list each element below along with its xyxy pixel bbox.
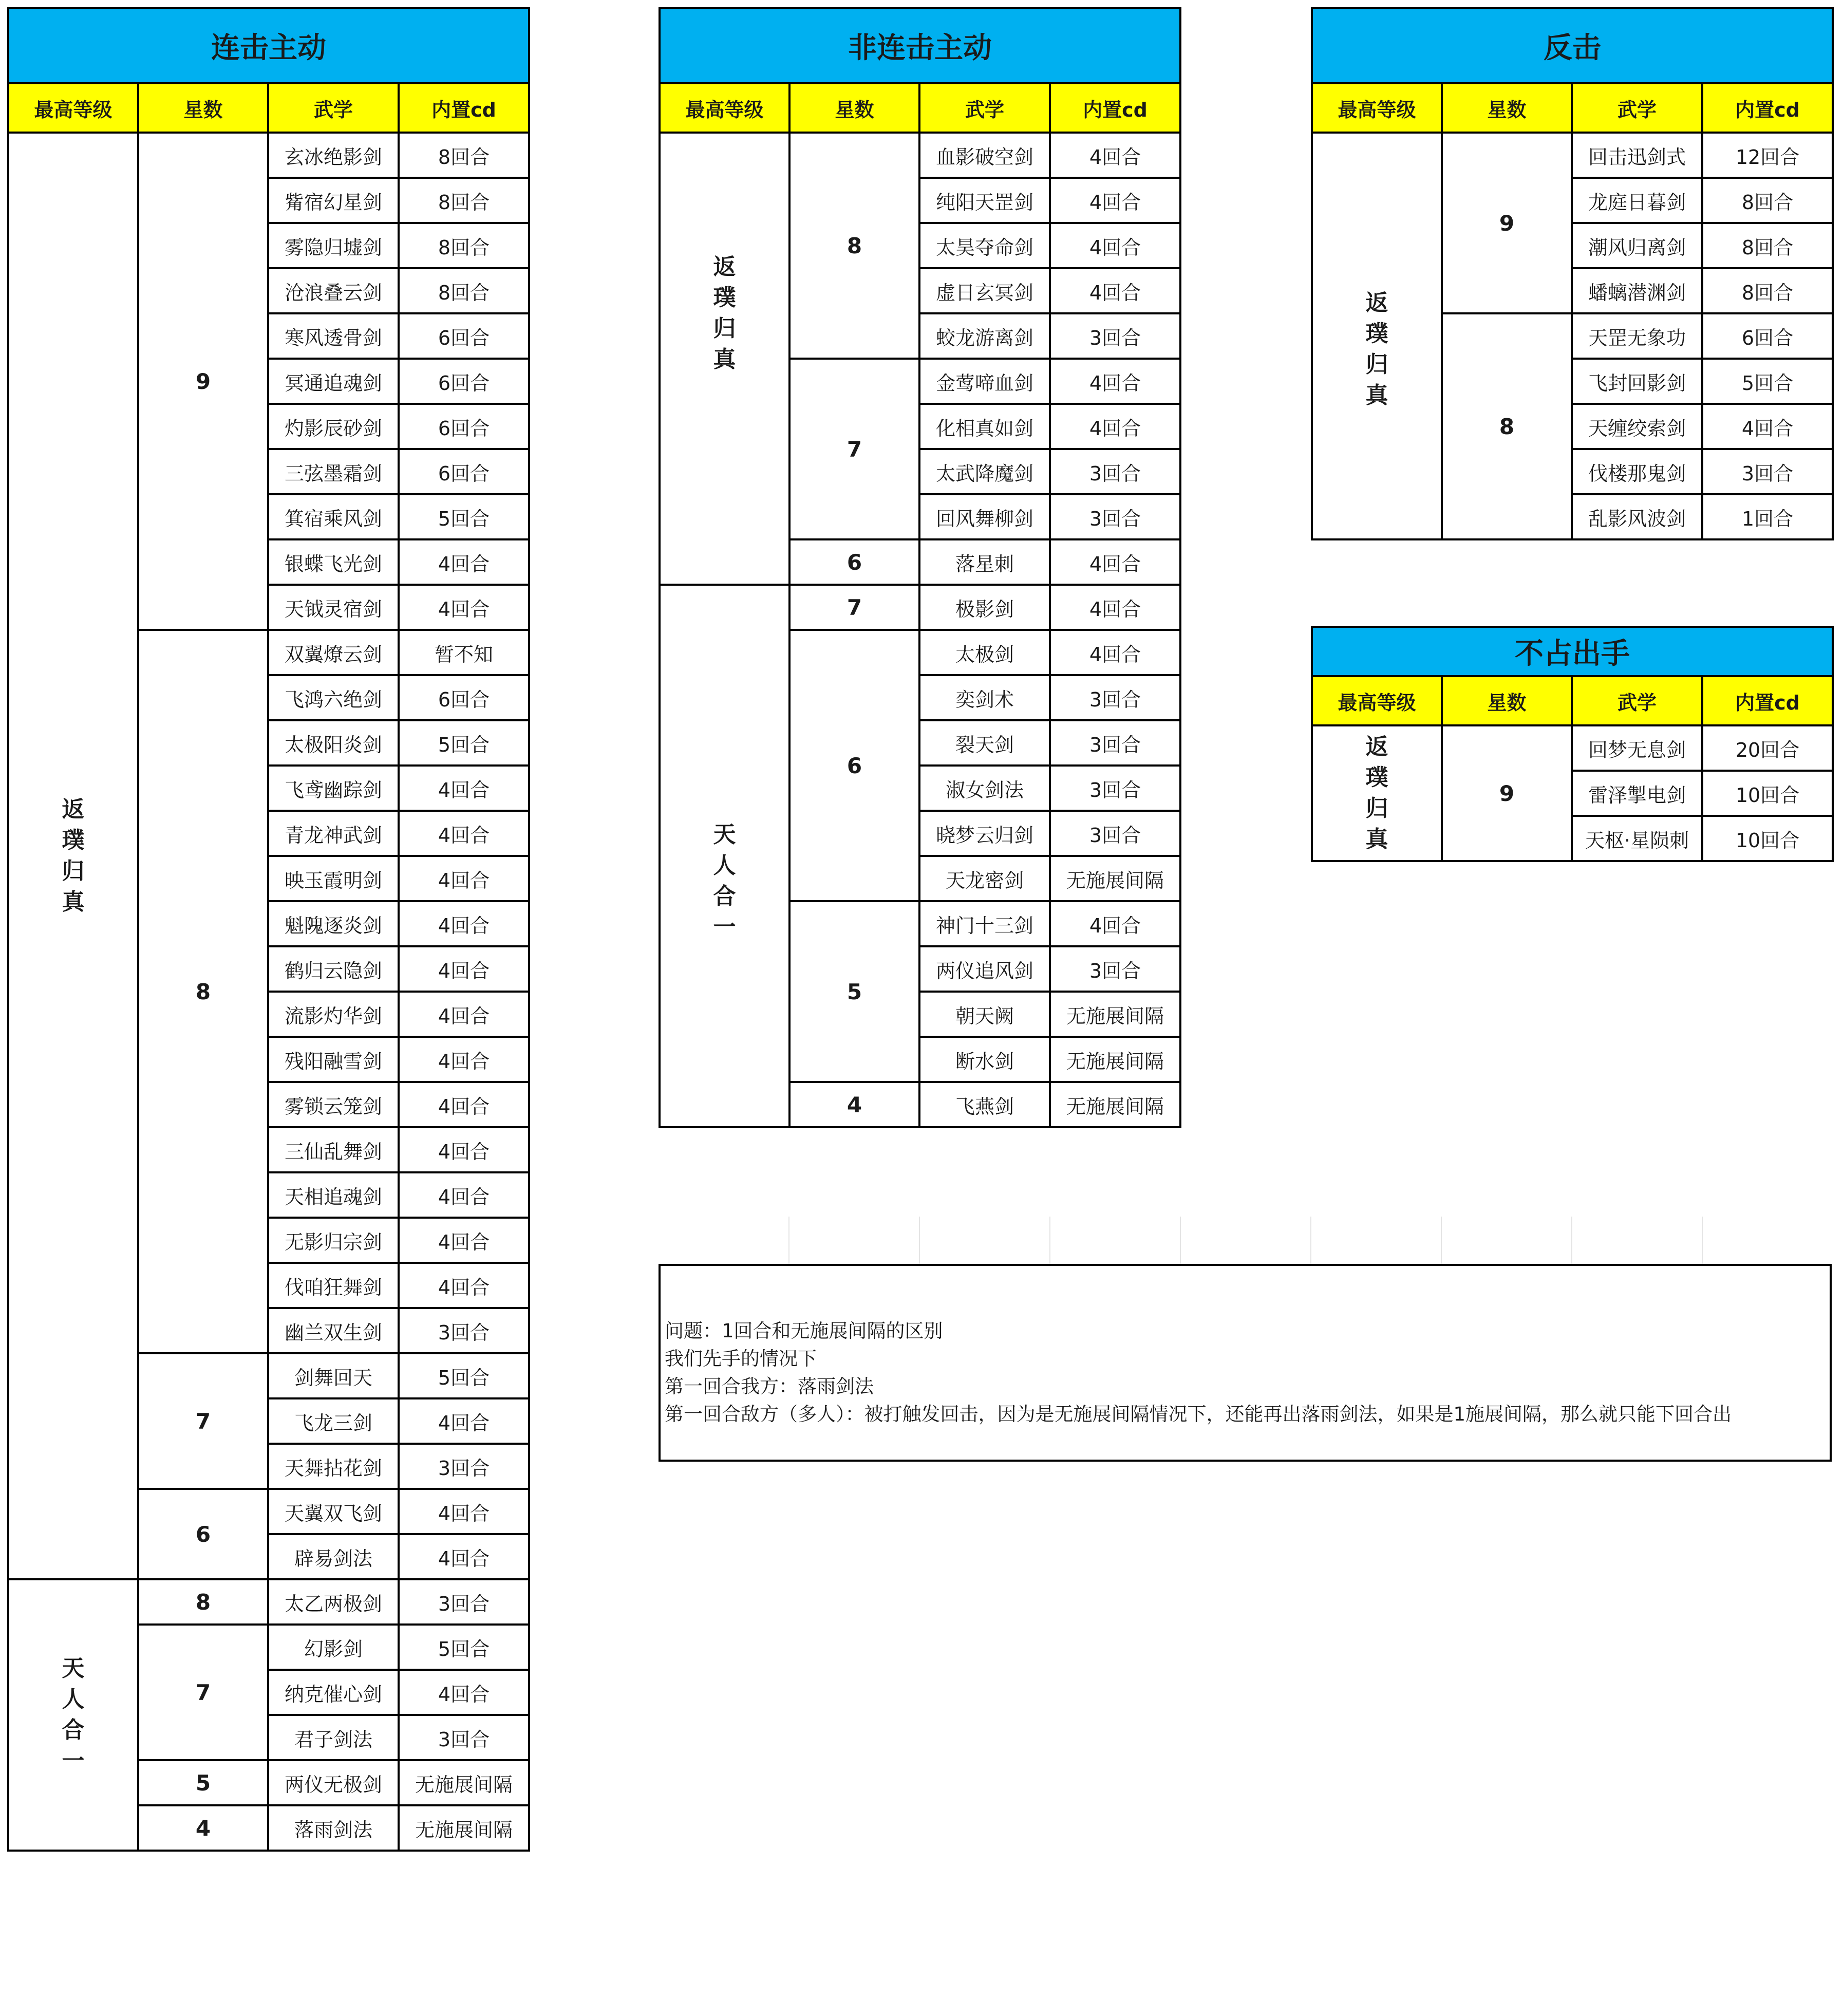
skill-cell: 雾锁云笼剑 <box>268 1082 399 1127</box>
star-cell: 4 <box>138 1805 268 1851</box>
skill-cell: 幻影剑 <box>268 1625 399 1670</box>
cd-cell: 3回合 <box>1050 675 1180 720</box>
skill-cell: 纳克催心剑 <box>268 1670 399 1715</box>
header-cd: 内置cd <box>399 83 529 133</box>
skill-cell: 回击迅剑式 <box>1572 133 1702 178</box>
cd-cell: 3回合 <box>1050 811 1180 856</box>
skill-cell: 落星刺 <box>919 539 1050 585</box>
star-cell: 7 <box>789 359 919 539</box>
cd-cell: 3回合 <box>1050 494 1180 539</box>
cd-cell: 5回合 <box>399 1625 529 1670</box>
cd-cell: 4回合 <box>399 766 529 811</box>
cd-cell: 5回合 <box>399 1353 529 1398</box>
grid-line <box>919 1217 920 1264</box>
skill-cell: 雷泽掣电剑 <box>1572 771 1702 816</box>
level-cell <box>660 585 789 1127</box>
level-label: 返璞归真 <box>62 796 85 915</box>
star-cell: 7 <box>138 1353 268 1489</box>
skill-cell: 龙庭日暮剑 <box>1572 178 1702 223</box>
skill-cell: 断水剑 <box>919 1037 1050 1082</box>
skill-cell: 蟠螭潜渊剑 <box>1572 268 1702 313</box>
header-stars: 星数 <box>1442 83 1572 133</box>
skill-cell: 血影破空剑 <box>919 133 1050 178</box>
skill-cell: 潮风归离剑 <box>1572 223 1702 268</box>
cd-cell: 4回合 <box>399 1263 529 1308</box>
cd-cell: 4回合 <box>1050 404 1180 449</box>
skill-cell: 青龙神武剑 <box>268 811 399 856</box>
cd-cell: 3回合 <box>1050 449 1180 494</box>
skill-cell: 君子剑法 <box>268 1715 399 1760</box>
cd-cell: 4回合 <box>399 946 529 992</box>
cd-cell: 暂不知 <box>399 630 529 675</box>
skill-cell: 魁隗逐炎剑 <box>268 901 399 946</box>
cd-cell: 5回合 <box>1702 359 1833 404</box>
skill-cell: 奕剑术 <box>919 675 1050 720</box>
cd-cell: 20回合 <box>1702 725 1833 771</box>
cd-cell: 4回合 <box>399 1082 529 1127</box>
skill-cell: 天罡无象功 <box>1572 313 1702 359</box>
level-label: 天人合一 <box>62 1655 85 1774</box>
header-skill: 武学 <box>919 83 1050 133</box>
cd-cell: 4回合 <box>1050 539 1180 585</box>
table-title: 反击 <box>1312 8 1833 83</box>
skill-cell: 乱影风波剑 <box>1572 494 1702 539</box>
skill-cell: 觜宿幻星剑 <box>268 178 399 223</box>
cd-cell: 10回合 <box>1702 816 1833 861</box>
cd-cell: 6回合 <box>399 404 529 449</box>
skill-cell: 太极剑 <box>919 630 1050 675</box>
cd-cell: 8回合 <box>1702 268 1833 313</box>
cd-cell: 5回合 <box>399 720 529 766</box>
skill-cell: 飞鸿六绝剑 <box>268 675 399 720</box>
cd-cell: 4回合 <box>399 1670 529 1715</box>
cd-cell: 1回合 <box>1702 494 1833 539</box>
star-cell: 9 <box>138 133 268 630</box>
skill-cell: 太昊夺命剑 <box>919 223 1050 268</box>
skill-cell: 天枢·星陨刺 <box>1572 816 1702 861</box>
cd-cell: 无施展间隔 <box>1050 992 1180 1037</box>
header-max-level: 最高等级 <box>1312 83 1442 133</box>
level-cell <box>1312 133 1442 539</box>
cd-cell: 4回合 <box>1050 223 1180 268</box>
grid-line <box>1180 1217 1181 1264</box>
cd-cell: 4回合 <box>399 539 529 585</box>
cd-cell: 无施展间隔 <box>1050 1082 1180 1127</box>
skill-cell: 两仪追风剑 <box>919 946 1050 992</box>
free-action-table <box>1311 626 1834 862</box>
note-line: 第一回合敌方（多人）：被打触发回击，因为是无施展间隔情况下，还能再出落雨剑法，如果是1施展间隔，那么就只能下回合出 <box>665 1403 1732 1425</box>
skill-cell: 寒风透骨剑 <box>268 313 399 359</box>
note-line: 第一回合我方：落雨剑法 <box>665 1375 874 1397</box>
skill-cell: 残阳融雪剑 <box>268 1037 399 1082</box>
cd-cell: 3回合 <box>1050 946 1180 992</box>
level-label: 天人合一 <box>713 822 736 940</box>
skill-cell: 飞燕剑 <box>919 1082 1050 1127</box>
skill-cell: 虚日玄冥剑 <box>919 268 1050 313</box>
table-title: 连击主动 <box>8 8 529 83</box>
cd-cell: 4回合 <box>399 811 529 856</box>
skill-cell: 灼影辰砂剑 <box>268 404 399 449</box>
skill-cell: 天钺灵宿剑 <box>268 585 399 630</box>
header-skill: 武学 <box>1572 676 1702 725</box>
cd-cell: 3回合 <box>1050 766 1180 811</box>
star-cell: 6 <box>138 1489 268 1579</box>
note-line: 我们先手的情况下 <box>665 1348 817 1370</box>
cd-cell: 4回合 <box>399 856 529 901</box>
skill-cell: 纯阳天罡剑 <box>919 178 1050 223</box>
cd-cell: 4回合 <box>399 1489 529 1534</box>
skill-cell: 流影灼华剑 <box>268 992 399 1037</box>
cd-cell: 3回合 <box>399 1444 529 1489</box>
skill-cell: 天相追魂剑 <box>268 1172 399 1218</box>
header-stars: 星数 <box>138 83 268 133</box>
grid-line <box>1702 1217 1703 1264</box>
cd-cell: 4回合 <box>399 1398 529 1444</box>
cd-cell: 4回合 <box>1050 585 1180 630</box>
skill-cell: 飞龙三剑 <box>268 1398 399 1444</box>
counter-attack-table <box>1311 7 1834 540</box>
level-cell <box>1312 725 1442 861</box>
skill-cell: 太武降魔剑 <box>919 449 1050 494</box>
cd-cell: 8回合 <box>399 133 529 178</box>
skill-cell: 剑舞回天 <box>268 1353 399 1398</box>
cd-cell: 4回合 <box>1050 178 1180 223</box>
note-line: 问题：1回合和无施展间隔的区别 <box>665 1320 943 1342</box>
skill-cell: 冥通追魂剑 <box>268 359 399 404</box>
skill-cell: 飞鸢幽踪剑 <box>268 766 399 811</box>
cd-cell: 无施展间隔 <box>399 1760 529 1805</box>
star-cell: 5 <box>138 1760 268 1805</box>
level-cell <box>660 133 789 585</box>
skill-cell: 幽兰双生剑 <box>268 1308 399 1353</box>
cd-cell: 8回合 <box>1702 178 1833 223</box>
skill-cell: 裂天剑 <box>919 720 1050 766</box>
cd-cell: 无施展间隔 <box>399 1805 529 1851</box>
skill-cell: 映玉霞明剑 <box>268 856 399 901</box>
table-title: 不占出手 <box>1312 627 1833 676</box>
cd-cell: 4回合 <box>1050 901 1180 946</box>
grid-line <box>1310 1217 1311 1264</box>
cd-cell: 8回合 <box>399 178 529 223</box>
cd-cell: 4回合 <box>399 1218 529 1263</box>
skill-cell: 伐咱狂舞剑 <box>268 1263 399 1308</box>
grid-line <box>788 1217 789 1264</box>
level-label: 返璞归真 <box>1365 290 1388 408</box>
cd-cell: 无施展间隔 <box>1050 856 1180 901</box>
header-stars: 星数 <box>1442 676 1572 725</box>
star-cell: 4 <box>789 1082 919 1127</box>
skill-cell: 无影归宗剑 <box>268 1218 399 1263</box>
level-label: 返璞归真 <box>713 254 736 372</box>
skill-cell: 金莺啼血剑 <box>919 359 1050 404</box>
cd-cell: 4回合 <box>1702 404 1833 449</box>
skill-cell: 天缠绞索剑 <box>1572 404 1702 449</box>
header-cd: 内置cd <box>1702 83 1833 133</box>
skill-cell: 太极阳炎剑 <box>268 720 399 766</box>
skill-cell: 辟易剑法 <box>268 1534 399 1579</box>
table-title: 非连击主动 <box>660 8 1180 83</box>
skill-cell: 银蝶飞光剑 <box>268 539 399 585</box>
header-skill: 武学 <box>268 83 399 133</box>
level-label: 返璞归真 <box>1365 734 1388 852</box>
star-cell: 6 <box>789 630 919 901</box>
skill-cell: 箕宿乘风剑 <box>268 494 399 539</box>
skill-cell: 蛟龙游离剑 <box>919 313 1050 359</box>
star-cell: 5 <box>789 901 919 1082</box>
skill-cell: 回风舞柳剑 <box>919 494 1050 539</box>
skill-cell: 太乙两极剑 <box>268 1579 399 1625</box>
skill-cell: 雾隐归墟剑 <box>268 223 399 268</box>
skill-cell: 沧浪叠云剑 <box>268 268 399 313</box>
skill-cell: 两仪无极剑 <box>268 1760 399 1805</box>
star-cell: 9 <box>1442 725 1572 861</box>
skill-cell: 天舞拈花剑 <box>268 1444 399 1489</box>
cd-cell: 5回合 <box>399 494 529 539</box>
cd-cell: 3回合 <box>1050 720 1180 766</box>
grid-line <box>1441 1217 1442 1264</box>
cd-cell: 4回合 <box>399 901 529 946</box>
cd-cell: 4回合 <box>399 1534 529 1579</box>
header-max-level: 最高等级 <box>660 83 789 133</box>
header-cd: 内置cd <box>1702 676 1833 725</box>
level-cell <box>8 133 138 1579</box>
cd-cell: 8回合 <box>399 268 529 313</box>
skill-cell: 玄冰绝影剑 <box>268 133 399 178</box>
star-cell: 7 <box>138 1625 268 1760</box>
skill-cell: 三弦墨霜剑 <box>268 449 399 494</box>
header-max-level: 最高等级 <box>1312 676 1442 725</box>
skill-cell: 朝天阙 <box>919 992 1050 1037</box>
cd-cell: 6回合 <box>1702 313 1833 359</box>
header-stars: 星数 <box>789 83 919 133</box>
grid-line <box>1571 1217 1572 1264</box>
skill-cell: 鹤归云隐剑 <box>268 946 399 992</box>
cd-cell: 4回合 <box>399 1127 529 1172</box>
grid-line <box>1049 1217 1050 1264</box>
cd-cell: 6回合 <box>399 359 529 404</box>
cd-cell: 4回合 <box>1050 630 1180 675</box>
cd-cell: 3回合 <box>1702 449 1833 494</box>
skill-cell: 淑女剑法 <box>919 766 1050 811</box>
cd-cell: 4回合 <box>399 585 529 630</box>
skill-cell: 天翼双飞剑 <box>268 1489 399 1534</box>
star-cell: 7 <box>789 585 919 630</box>
skill-cell: 三仙乱舞剑 <box>268 1127 399 1172</box>
skill-cell: 晓梦云归剑 <box>919 811 1050 856</box>
cd-cell: 6回合 <box>399 675 529 720</box>
cd-cell: 6回合 <box>399 313 529 359</box>
skill-cell: 天龙密剑 <box>919 856 1050 901</box>
cd-cell: 4回合 <box>399 992 529 1037</box>
star-cell: 6 <box>789 539 919 585</box>
level-cell <box>8 1579 138 1851</box>
cd-cell: 4回合 <box>1050 133 1180 178</box>
skill-cell: 伐楼那鬼剑 <box>1572 449 1702 494</box>
skill-cell: 化相真如剑 <box>919 404 1050 449</box>
cd-cell: 3回合 <box>399 1715 529 1760</box>
skill-cell: 飞封回影剑 <box>1572 359 1702 404</box>
cd-cell: 4回合 <box>1050 268 1180 313</box>
skill-cell: 回梦无息剑 <box>1572 725 1702 771</box>
cd-cell: 3回合 <box>399 1308 529 1353</box>
star-cell: 8 <box>138 1579 268 1625</box>
star-cell: 8 <box>1442 313 1572 539</box>
cd-cell: 3回合 <box>1050 313 1180 359</box>
non-combo-active-table <box>659 7 1181 1128</box>
combo-active-table <box>7 7 530 1852</box>
star-cell: 9 <box>1442 133 1572 313</box>
cd-cell: 4回合 <box>399 1037 529 1082</box>
skill-cell: 神门十三剑 <box>919 901 1050 946</box>
skill-cell: 落雨剑法 <box>268 1805 399 1851</box>
header-skill: 武学 <box>1572 83 1702 133</box>
header-cd: 内置cd <box>1050 83 1180 133</box>
cd-cell: 4回合 <box>1050 359 1180 404</box>
cd-cell: 10回合 <box>1702 771 1833 816</box>
skill-cell: 双翼燎云剑 <box>268 630 399 675</box>
note-box <box>659 1264 1832 1462</box>
cd-cell: 3回合 <box>399 1579 529 1625</box>
cd-cell: 8回合 <box>1702 223 1833 268</box>
header-max-level: 最高等级 <box>8 83 138 133</box>
star-cell: 8 <box>138 630 268 1353</box>
cd-cell: 12回合 <box>1702 133 1833 178</box>
skill-cell: 极影剑 <box>919 585 1050 630</box>
cd-cell: 4回合 <box>399 1172 529 1218</box>
cd-cell: 无施展间隔 <box>1050 1037 1180 1082</box>
cd-cell: 6回合 <box>399 449 529 494</box>
cd-cell: 8回合 <box>399 223 529 268</box>
star-cell: 8 <box>789 133 919 359</box>
